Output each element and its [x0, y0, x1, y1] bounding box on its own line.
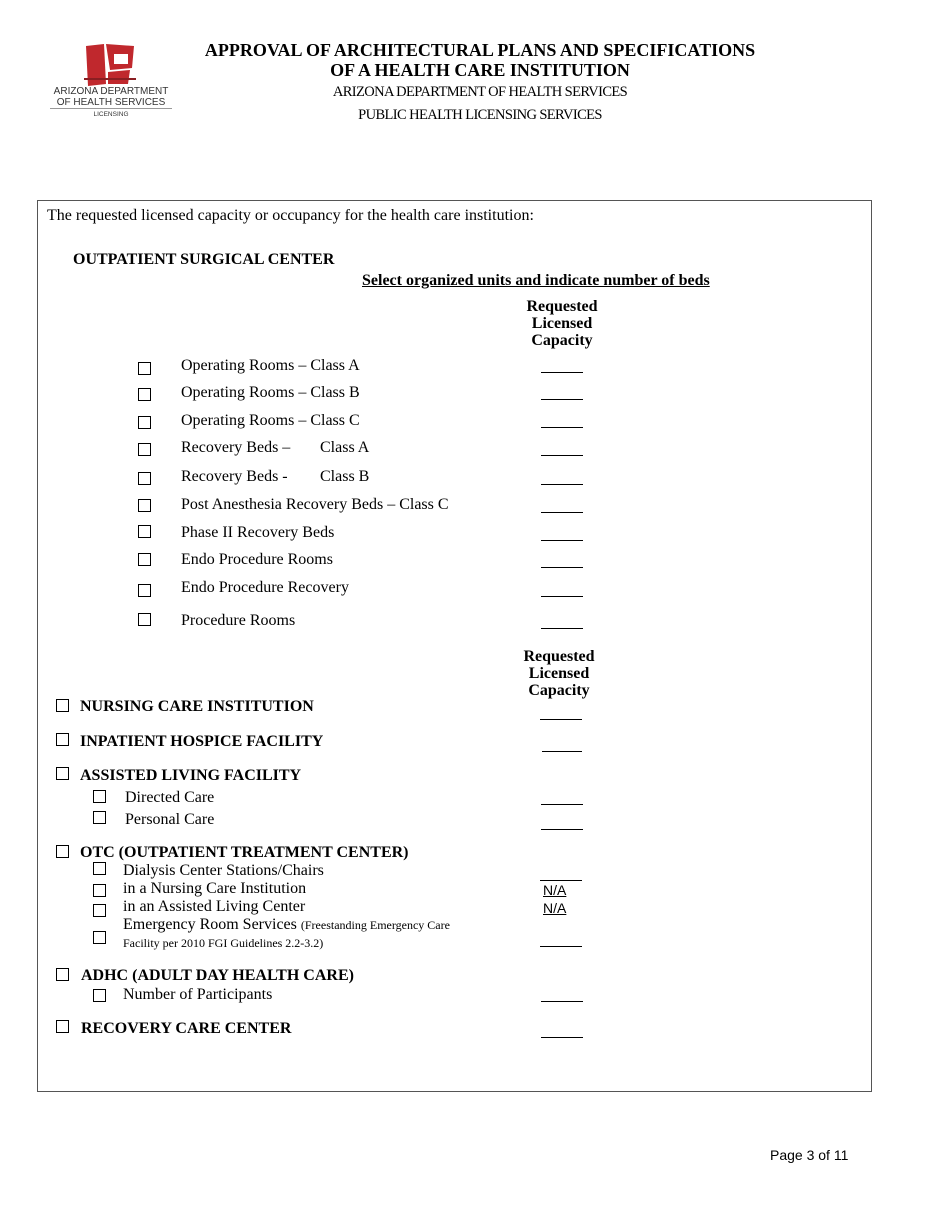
checkbox-recovery-beds-a[interactable] [138, 443, 151, 456]
checkbox-recovery-care-center[interactable] [56, 1020, 69, 1033]
osc-item-label: Recovery Beds – [181, 439, 291, 456]
checkbox-operating-rooms-a[interactable] [138, 362, 151, 375]
checkbox-endo-rooms[interactable] [138, 553, 151, 566]
checkbox-in-nursing-care[interactable] [93, 884, 106, 897]
capacity-blank[interactable] [541, 567, 583, 568]
osc-item-label: Procedure Rooms [181, 612, 296, 629]
capacity-blank[interactable] [541, 1037, 583, 1038]
checkbox-adhc[interactable] [56, 968, 69, 981]
capacity-blank[interactable] [541, 484, 583, 485]
checkbox-dialysis[interactable] [93, 862, 106, 875]
class-b-label: Class B [320, 468, 370, 485]
checkbox-in-assisted-living[interactable] [93, 904, 106, 917]
logo-line-1: ARIZONA DEPARTMENT [53, 86, 169, 97]
checkbox-endo-recovery[interactable] [138, 584, 151, 597]
checkbox-assisted-living[interactable] [56, 767, 69, 780]
checkbox-recovery-beds-b[interactable] [138, 472, 151, 485]
capacity-blank[interactable] [541, 455, 583, 456]
checkbox-personal-care[interactable] [93, 811, 106, 824]
na-value: N/A [543, 882, 567, 898]
emergency-room-note-2: Facility per 2010 FGI Guidelines 2.2-3.2) [123, 936, 324, 950]
capacity-blank[interactable] [541, 372, 583, 373]
checkbox-directed-care[interactable] [93, 790, 106, 803]
intro-text: The requested licensed capacity or occupancy for the health care institution: [47, 207, 534, 224]
personal-care-label: Personal Care [125, 811, 215, 828]
capacity-blank[interactable] [541, 427, 583, 428]
checkbox-nursing-care[interactable] [56, 699, 69, 712]
osc-item-label: Post Anesthesia Recovery Beds – Class C [181, 496, 449, 513]
checkbox-inpatient-hospice[interactable] [56, 733, 69, 746]
capacity-blank[interactable] [541, 399, 583, 400]
checkbox-operating-rooms-c[interactable] [138, 416, 151, 429]
otc-label: OTC (OUTPATIENT TREATMENT CENTER) [80, 844, 409, 861]
capacity-blank[interactable] [541, 512, 583, 513]
capacity-blank[interactable] [541, 596, 583, 597]
checkbox-number-of-participants[interactable] [93, 989, 106, 1002]
hospice-label: INPATIENT HOSPICE FACILITY [80, 733, 324, 750]
checkbox-post-anesthesia[interactable] [138, 499, 151, 512]
capacity-header-1-line-2: Licensed [531, 315, 593, 332]
osc-item-label: Operating Rooms – Class A [181, 357, 360, 374]
osc-item-label: Recovery Beds - [181, 468, 288, 485]
na-value: N/A [543, 900, 567, 916]
capacity-header-1 [507, 298, 617, 349]
osc-item-label: Endo Procedure Recovery [181, 579, 349, 596]
emergency-room-note-1: (Freestanding Emergency Care [300, 918, 450, 932]
capacity-header-1-line-1: Requested [526, 298, 598, 315]
osc-item-label: Phase II Recovery Beds [181, 524, 335, 541]
in-assisted-living-label: in an Assisted Living Center [123, 898, 306, 915]
osc-heading: OUTPATIENT SURGICAL CENTER [73, 251, 335, 268]
directed-care-label: Directed Care [125, 789, 215, 806]
checkbox-operating-rooms-b[interactable] [138, 388, 151, 401]
checkbox-procedure-rooms[interactable] [138, 613, 151, 626]
department-name: ARIZONA DEPARTMENT OF HEALTH SERVICES [332, 84, 628, 100]
osc-item-label: Endo Procedure Rooms [181, 551, 333, 568]
osc-item-label: Operating Rooms – Class C [181, 412, 360, 429]
capacity-blank[interactable] [541, 829, 583, 830]
capacity-blank[interactable] [540, 719, 582, 720]
capacity-blank[interactable] [541, 540, 583, 541]
checkbox-otc[interactable] [56, 845, 69, 858]
adhc-label: ADHC (ADULT DAY HEALTH CARE) [81, 967, 354, 984]
capacity-blank[interactable] [540, 880, 582, 881]
dialysis-label: Dialysis Center Stations/Chairs [123, 862, 324, 879]
emergency-room-label [123, 916, 450, 934]
emergency-room-main: Emergency Room Services [123, 916, 297, 933]
select-units-instruction: Select organized units and indicate number of beds [362, 272, 710, 289]
capacity-blank[interactable] [540, 946, 582, 947]
capacity-header-2-line-1: Requested [523, 648, 595, 665]
capacity-header-2 [504, 648, 614, 699]
capacity-blank[interactable] [541, 628, 583, 629]
capacity-blank[interactable] [541, 804, 583, 805]
osc-item-label: Operating Rooms – Class B [181, 384, 360, 401]
checkbox-emergency-room[interactable] [93, 931, 106, 944]
nursing-care-label: NURSING CARE INSTITUTION [80, 698, 314, 715]
capacity-header-1-line-3: Capacity [531, 332, 593, 349]
capacity-blank[interactable] [542, 751, 582, 752]
capacity-blank[interactable] [541, 1001, 583, 1002]
division-name: PUBLIC HEALTH LICENSING SERVICES [358, 107, 602, 123]
logo-line-3: LICENSING [93, 111, 129, 118]
checkbox-phase-ii-recovery[interactable] [138, 525, 151, 538]
page-number: Page 3 of 11 [770, 1147, 849, 1163]
assisted-living-label: ASSISTED LIVING FACILITY [80, 767, 302, 784]
logo-line-2: OF HEALTH SERVICES [56, 97, 166, 108]
capacity-header-2-line-3: Capacity [528, 682, 590, 699]
capacity-form-box [37, 200, 872, 1092]
form-title-line-2: OF A HEALTH CARE INSTITUTION [330, 60, 630, 80]
form-title-line-1: APPROVAL OF ARCHITECTURAL PLANS AND SPECIFICATIONS [204, 40, 756, 60]
in-nursing-care-label: in a Nursing Care Institution [123, 880, 307, 897]
class-a-label: Class A [320, 439, 370, 456]
number-of-participants-label: Number of Participants [123, 986, 273, 1003]
capacity-header-2-line-2: Licensed [528, 665, 590, 682]
recovery-care-center-label: RECOVERY CARE CENTER [81, 1020, 292, 1037]
